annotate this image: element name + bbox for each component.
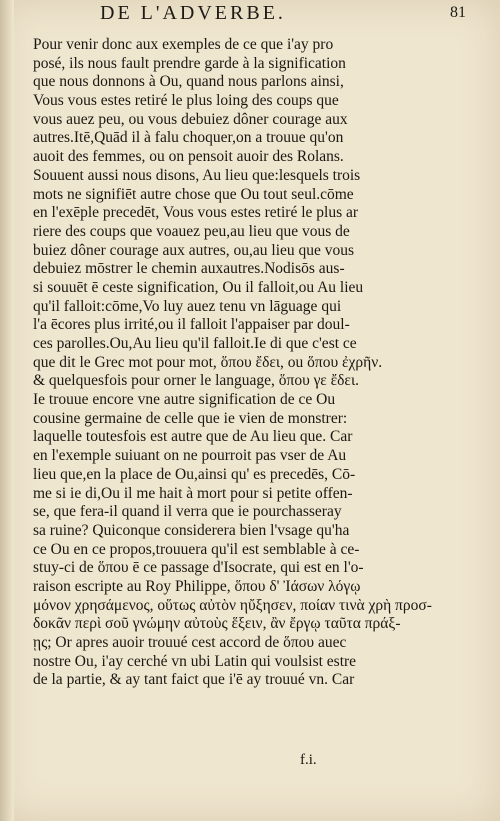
text-line: se, que fera-il quand il verra que ie pourchasseray <box>33 503 342 521</box>
text-line: riere des coups que voauez peu,au lieu que vous de <box>33 222 350 240</box>
text-line: me si ie di,Ou il me hait à mort pour si petite offen- <box>33 484 353 502</box>
text-line: raison escripte au Roy Philippe, ὅπου δ' Ἰάσων λόγῳ <box>33 577 361 595</box>
text-line: l'a ēcores plus irrité,ou il falloit l'appaiser par doul- <box>33 316 350 334</box>
text-line: δοκᾶν περὶ σοῦ γνώμην αὐτοὺς ἕξειν, ἂν ἔργῳ ταῦτα πράξ- <box>33 615 401 633</box>
text-line: de la partie, & ay tant faict que i'ē ay trouué vn. Car <box>33 671 355 689</box>
text-line: si souuēt ē ceste signification, Ou il falloit,ou Au lieu <box>33 278 364 296</box>
text-line: & quelquesfois pour orner le language, ὅπου γε ἔδει. <box>33 372 359 390</box>
text-line: Souuent aussi nous disons, Au lieu que:lesquels trois <box>33 166 361 184</box>
catchword: f.i. <box>300 752 317 768</box>
text-line: laquelle toutesfois est autre que de Au lieu que. Car <box>33 428 353 446</box>
text-line: Ie trouue encore vne autre signification de ce Ou <box>33 391 336 409</box>
text-line: qu'il falloit:cōme,Vo luy auez tenu vn lāguage qui <box>33 297 342 315</box>
page-gutter <box>0 0 14 821</box>
text-line: auoit des femmes, ou on pensoit auoir des Rolans. <box>33 148 344 166</box>
text-line: buiez dôner courage aux autres, ou,au lieu que vous <box>33 241 355 259</box>
text-line: Pour venir donc aux exemples de ce que i'ay pro <box>33 36 334 53</box>
text-line: μόνον χρησάμενος, οὕτως αὐτὸν ηὔξησεν, ποίαν τινὰ χρὴ προσ- <box>33 596 432 614</box>
body-text <box>33 36 463 690</box>
text-line: lieu que,en la place de Ou,ainsi qu' es precedēs, Cō- <box>33 465 356 483</box>
text-line: ce Ou en ce propos,trouuera qu'il est semblable à ce- <box>33 540 360 558</box>
text-line: mots ne signifiēt autre chose que Ou tout seul.cōme <box>33 185 354 203</box>
text-line: nostre Ou, i'ay cerché vn ubi Latin qui voulsist estre <box>33 652 357 670</box>
text-line: ces parolles.Ou,Au lieu qu'il falloit.Ie di que c'est ce <box>33 335 357 352</box>
page-header <box>0 2 500 26</box>
text-line: stuy-ci de ὅπου ē ce passage d'Isocrate, qui est en l'o- <box>33 559 364 577</box>
page-number: 81 <box>450 4 466 21</box>
text-line: en l'exēple precedēt, Vous vous estes retiré le plus ar <box>33 204 359 222</box>
text-line: que dit le Grec mot pour mot, ὅπου ἔδει, ou ὅπου ἐχρῆν. <box>33 353 383 371</box>
text-line: que nous donnons à Ou, quand nous parlons ainsi, <box>33 73 344 91</box>
text-line: posé, ils nous fault prendre garde à la signification <box>33 54 346 72</box>
text-line: Vous vous estes retiré le plus loing des coups que <box>33 92 339 110</box>
text-line: ῃς; Or apres auoir trouué cest accord de ὅπου auec <box>33 634 347 651</box>
text-line: autres.Itē,Quād il à falu choquer,on a trouue qu'on <box>33 129 344 147</box>
running-head: DE L'ADVERBE. <box>100 2 286 24</box>
text-line: cousine germaine de celle que ie vien de monstrer: <box>33 409 348 427</box>
text-line: debuiez mōstrer le chemin auxautres.Nodisōs aus- <box>33 260 345 278</box>
text-line: sa ruine? Quiconque considerera bien l'vsage qu'ha <box>33 521 350 539</box>
text-line: vous auez peu, ou vous debuiez dôner courage aux <box>33 110 348 128</box>
text-line: en l'exemple suiuant on ne pourroit pas vser de Au <box>33 447 347 465</box>
